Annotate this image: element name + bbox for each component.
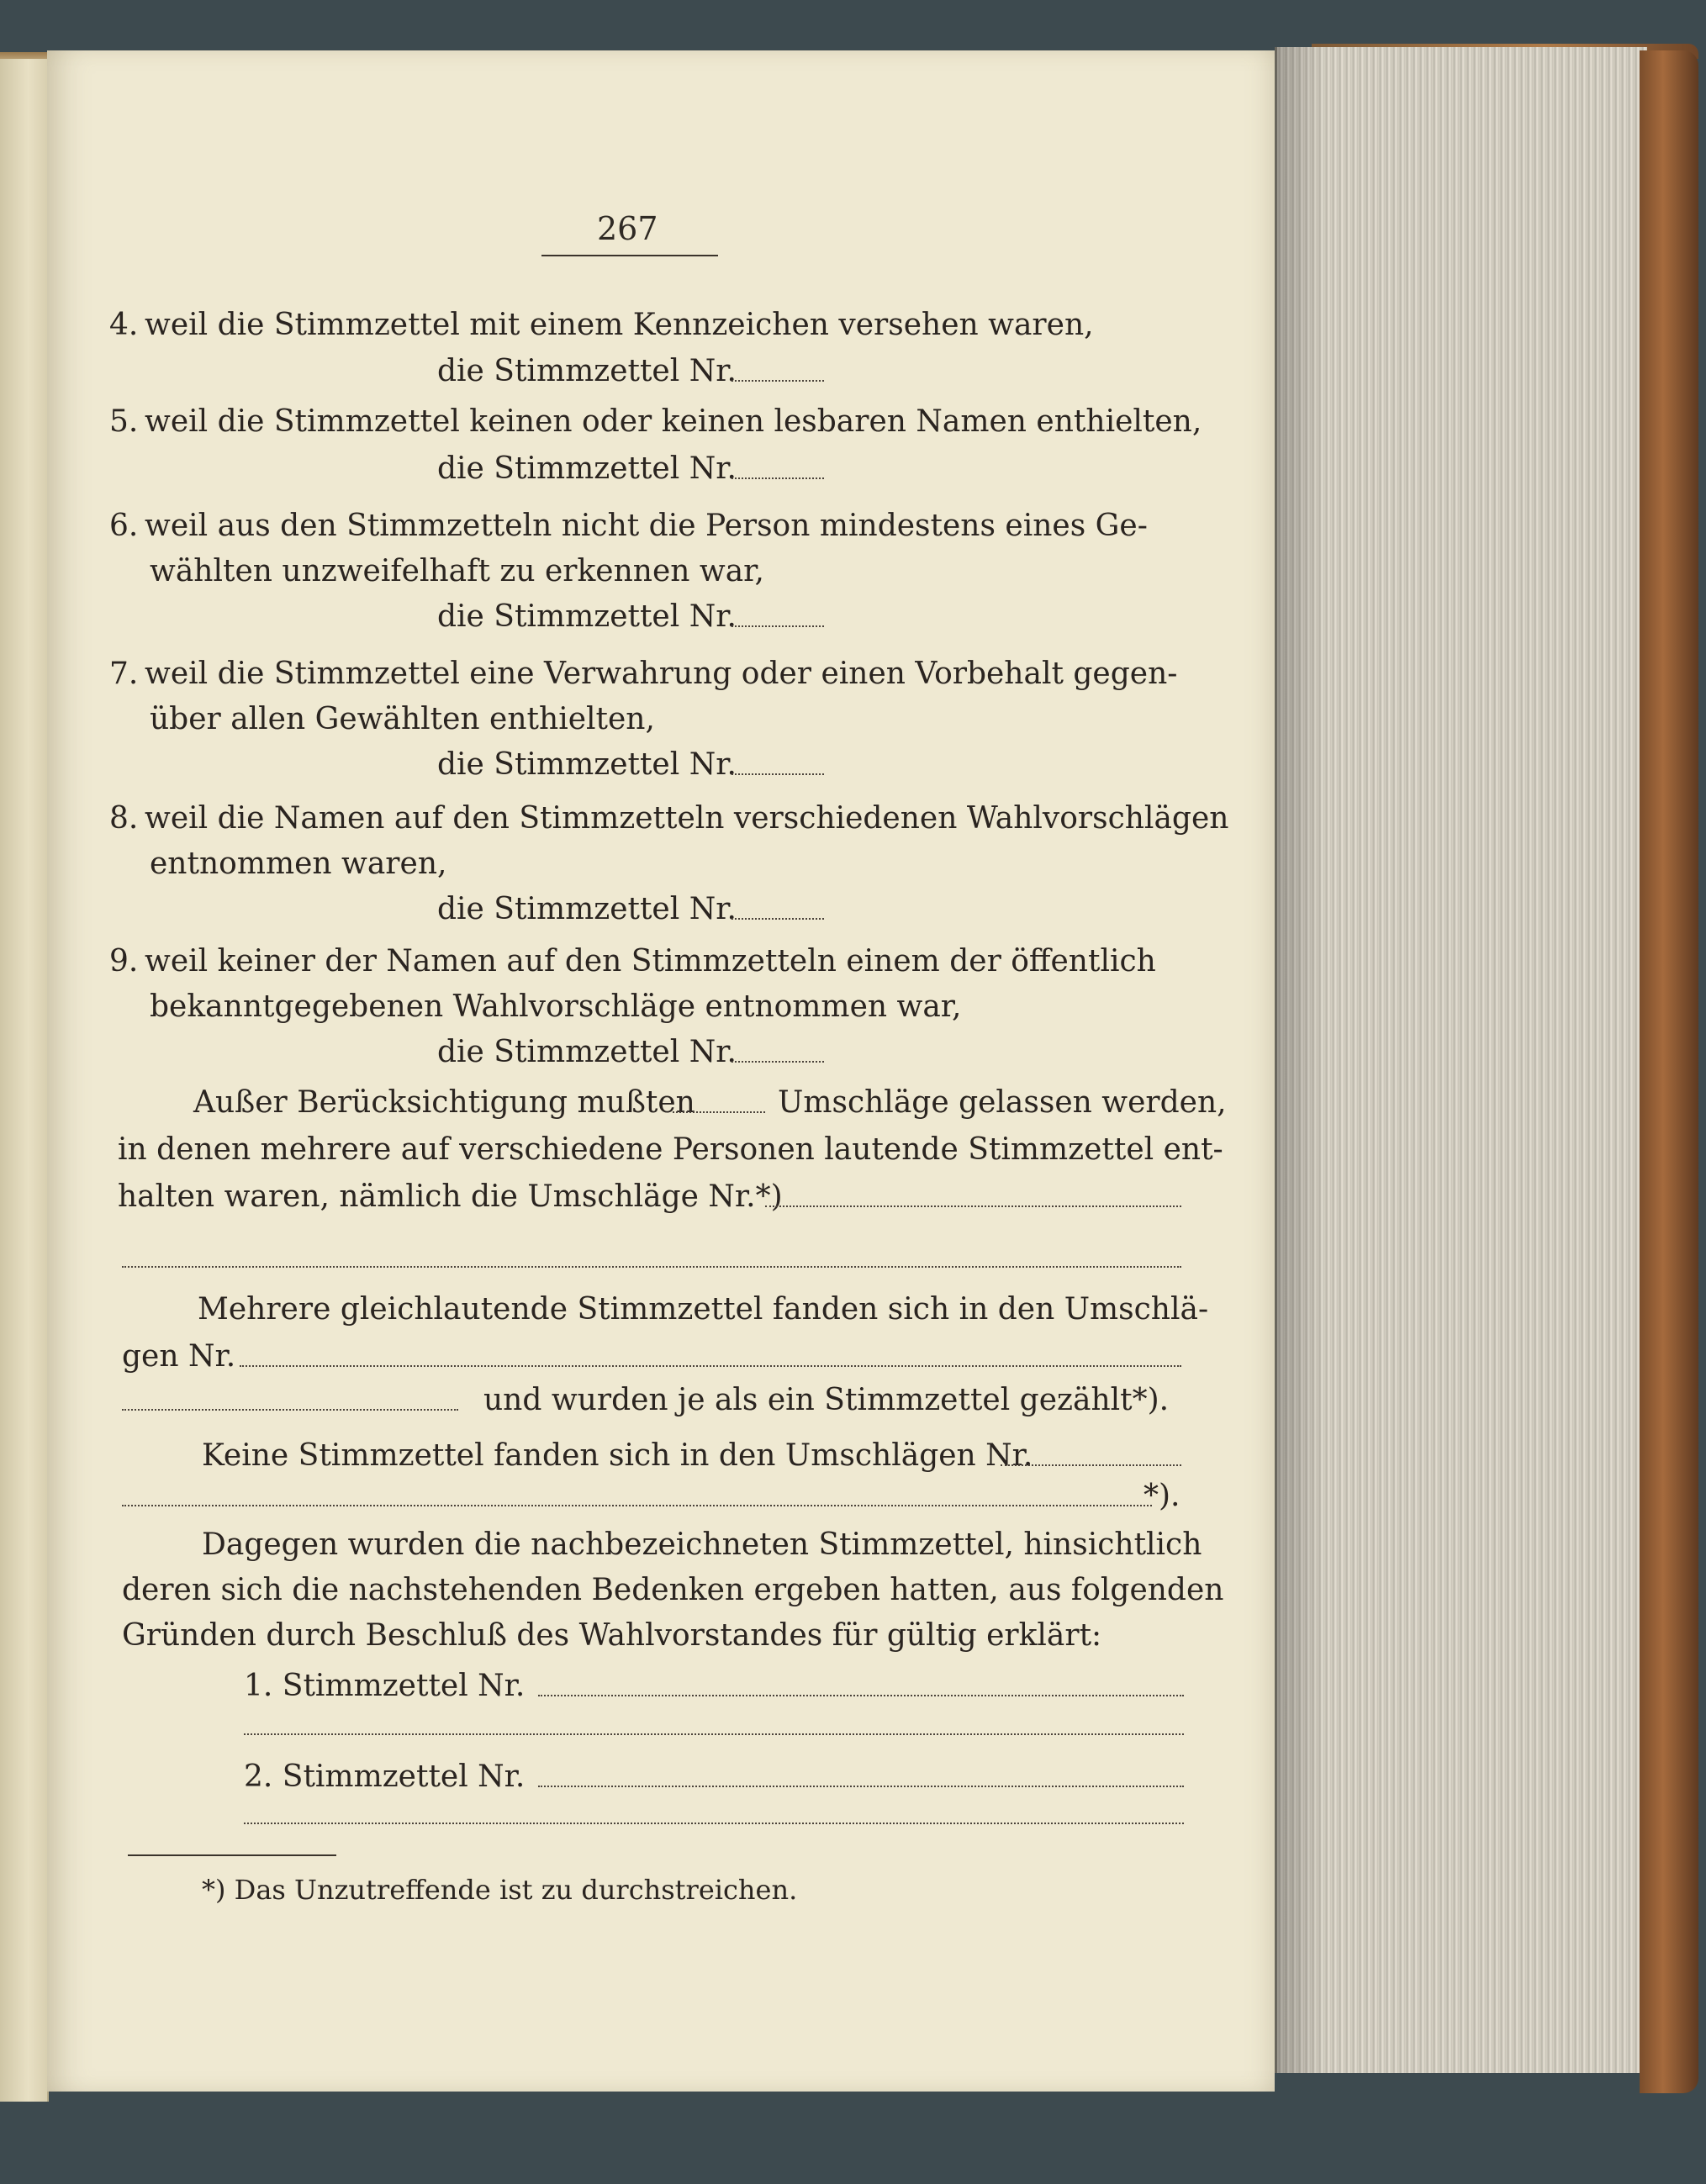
item-6-line-1: 6. weil aus den Stimmzetteln nicht die Person mindestens eines Ge- [109,509,1148,543]
item-9-tail: die Stimmzettel Nr. [437,1035,737,1069]
para2-line-3: und wurden je als ein Stimmzettel gezählt*). [483,1383,1170,1417]
item-5-line-1: 5. weil die Stimmzettel keinen oder keinen lesbaren Namen enthielten, [109,404,1202,439]
item-7-line-2: über allen Gewählten enthielten, [150,702,655,736]
item-5-blank[interactable] [732,477,824,479]
gutter-shadow [1275,47,1325,2073]
para2-blank-1[interactable] [240,1365,1181,1367]
para2-blank-2[interactable] [122,1409,458,1411]
item-8-tail: die Stimmzettel Nr. [437,892,737,926]
item-5-tail: die Stimmzettel Nr. [437,451,737,486]
para4-line-1: Dagegen wurden die nachbezeichneten Stimmzettel, hinsichtlich [202,1527,1202,1562]
page-number: 267 [597,210,658,247]
item-6-blank[interactable] [732,625,824,627]
item-6-line-2: wählten unzweifelhaft zu erkennen war, [150,554,764,588]
entry-2-blank-2[interactable] [244,1823,1184,1824]
item-7-line-1: 7. weil die Stimmzettel eine Verwahrung oder einen Vorbehalt gegen- [109,657,1178,691]
para4-entry-1: 1. Stimmzettel Nr. [244,1669,526,1703]
footnote: *) Das Unzutreffende ist zu durchstreichen. [202,1874,798,1906]
para1-line-1a: Außer Berücksichtigung mußten [193,1085,695,1120]
item-8-blank[interactable] [732,918,824,920]
para4-line-2: deren sich die nachstehenden Bedenken ergeben hatten, aus folgenden [122,1573,1224,1607]
para1-blank-1[interactable] [765,1205,1181,1207]
para3-blank-1[interactable] [1001,1464,1181,1466]
facing-page-edge [0,59,49,2102]
para2-line-1: Mehrere gleichlautende Stimmzettel fanden sich in den Umschlä- [198,1292,1209,1327]
item-7-blank[interactable] [732,773,824,775]
para4-entry-2: 2. Stimmzettel Nr. [244,1759,526,1794]
para3-blank-2[interactable] [122,1505,1152,1506]
item-8-line-2: entnommen waren, [150,847,447,881]
para3-line-1: Keine Stimmzettel fanden sich in den Umschlägen Nr. [202,1438,1033,1473]
para1-line-3: halten waren, nämlich die Umschläge Nr.*) [118,1179,783,1214]
para3-line-2-end: *). [1143,1479,1180,1513]
para1-blank-2[interactable] [122,1266,1181,1268]
item-9-line-2: bekanntgegebenen Wahlvorschläge entnommen war, [150,989,962,1024]
page-number-rule [541,255,718,256]
item-9-line-1: 9. weil keiner der Namen auf den Stimmzetteln einem der öffentlich [109,944,1156,979]
entry-2-blank-1[interactable] [538,1786,1184,1787]
para4-line-3: Gründen durch Beschluß des Wahlvorstandes für gültig erklärt: [122,1618,1102,1653]
item-6-tail: die Stimmzettel Nr. [437,599,737,634]
para2-line-2: gen Nr. [122,1339,236,1374]
item-4-line-1: 4. weil die Stimmzettel mit einem Kennzeichen versehen waren, [109,308,1094,342]
entry-1-blank-2[interactable] [244,1733,1184,1735]
item-4-tail: die Stimmzettel Nr. [437,354,737,388]
footnote-rule [128,1854,336,1856]
item-4-blank[interactable] [732,380,824,382]
item-9-blank[interactable] [732,1061,824,1063]
entry-1-blank-1[interactable] [538,1695,1184,1696]
item-7-tail: die Stimmzettel Nr. [437,747,737,782]
para1-line-2: in denen mehrere auf verschiedene Personen lautende Stimmzettel ent- [118,1132,1223,1167]
para1-count-blank[interactable] [673,1111,765,1113]
book-page-block [1275,47,1647,2073]
item-8-line-1: 8. weil die Namen auf den Stimmzetteln verschiedenen Wahlvorschlägen [109,801,1229,836]
leather-cover [1640,50,1698,2093]
para1-line-1b: Umschläge gelassen werden, [778,1085,1227,1120]
